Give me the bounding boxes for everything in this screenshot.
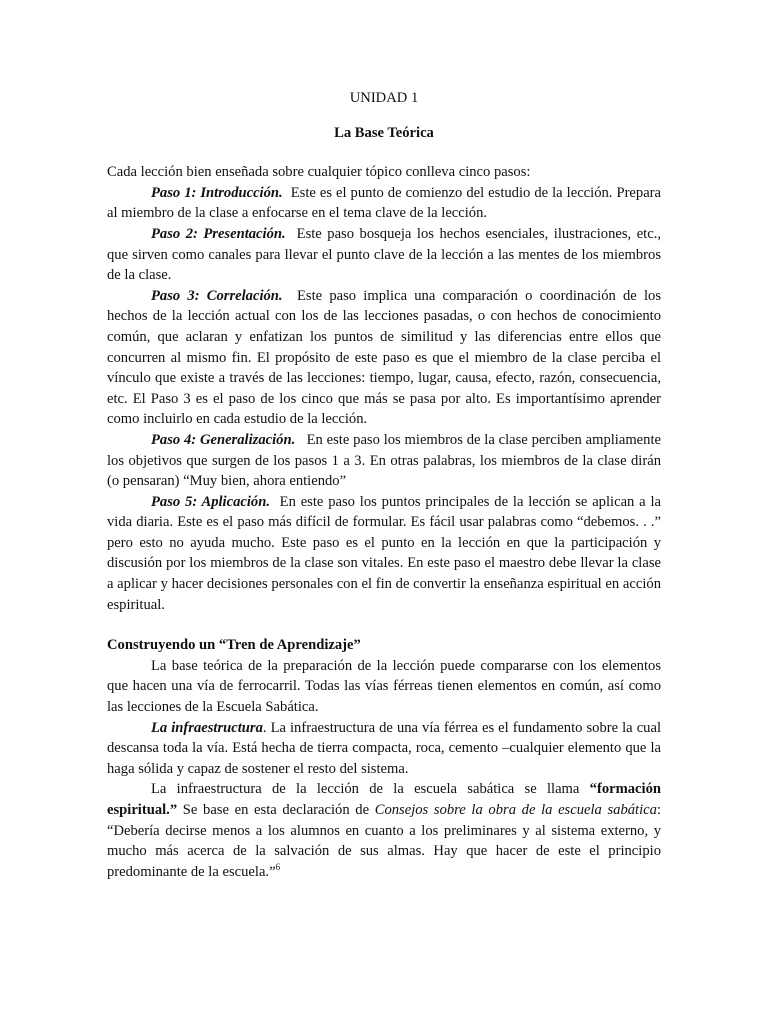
book-title: Consejos sobre la obra de la escuela sabática xyxy=(374,802,657,818)
document-page xyxy=(107,88,661,882)
step-4-paragraph xyxy=(107,430,661,492)
step-4-label: Paso 4: Generalización. xyxy=(151,431,296,448)
step-1-paragraph xyxy=(107,183,661,224)
section-paragraph-1: La base teórica de la preparación de la lección puede compararse con los elementos que hacen una vía de ferrocarril. Todas las vías férreas tienen elementos en común, así como las lecciones de la Escuela Sabática. xyxy=(107,657,661,716)
section-heading: Construyendo un “Tren de Aprendizaje” xyxy=(107,637,361,654)
section-paragraph-3 xyxy=(107,779,661,882)
para3-text-a: La infraestructura de la lección de la escuela sabática se llama xyxy=(151,781,590,798)
step-5-text: En este paso los puntos principales de la lección se aplican a la vida diaria. Este es el paso más difícil de formular. Es fácil usar palabras como “debemos. . .” pero esto no ayuda mucho. Este paso es el punto en la lección en que la participación y discusión por los miembros de la clase son vitales. En este paso el maestro debe llevar la clase a aplicar y hacer decisiones personales con el fin de convertir la enseñanza espiritual en acción espiritual. xyxy=(107,493,662,613)
section-paragraph-2 xyxy=(107,718,661,780)
page-title: La Base Teórica xyxy=(334,124,434,141)
para3-text-c: : “Debería decirse menos a los alumnos en cuanto a los preliminares y al sistema externo, y mucho más acerca de la salvación de sus almas. Hay que hacer de este el principio predominante de la escuela.” xyxy=(107,802,661,880)
para3-text-b: Se base en esta declaración de xyxy=(177,802,375,818)
infrastructure-text: . La infraestructura de una vía férrea es el fundamento sobre la cual descansa toda la vía. Está hecha de tierra compacta, roca, cemento –cualquier elemento que la haga sólida y capaz de sostener el resto del sistema. xyxy=(107,719,661,777)
step-2-label: Paso 2: Presentación. xyxy=(151,225,286,242)
step-3-paragraph xyxy=(107,286,661,430)
step-1-text: Este es el punto de comienzo del estudio de la lección. Prepara al miembro de la clase a enfocarse en el tema clave de la lección. xyxy=(107,184,662,222)
step-2-text: Este paso bosqueja los hechos esenciales, ilustraciones, etc., que sirven como canales para llevar el punto clave de la lección a las mentes de los miembros de la clase. xyxy=(107,225,661,284)
unit-label: UNIDAD 1 xyxy=(349,90,419,106)
step-1-label: Paso 1: Introducción. xyxy=(151,184,283,201)
step-4-text: En este paso los miembros de la clase perciben ampliamente los objetivos que surgen de los pasos 1 a 3. En otras palabras, los miembros de la clase dirán (o pensaran) “Muy bien, ahora entiendo” xyxy=(107,431,661,490)
step-5-label: Paso 5: Aplicación. xyxy=(151,493,270,510)
intro-paragraph: Cada lección bien enseñada sobre cualquier tópico conlleva cinco pasos: xyxy=(107,164,531,181)
infrastructure-label: La infraestructura xyxy=(151,719,263,736)
spiritual-formation-term: “formación espiritual.” xyxy=(107,781,661,818)
step-3-text: Este paso implica una comparación o coordinación de los hechos de la lección actual con los de las lecciones pasadas, o con hechos de conocimiento común, que aclaran y enfatizan los puntos de similitud y las diferencias entre ellos que concurren al mismo fin. El propósito de este paso es que el miembro de la clase perciba el vínculo que existe a través de las lecciones: tiempo, lugar, causa, efecto, razón, consecuencia, etc. El Paso 3 es el paso de los cinco que más se pasa por alto. Es importantísimo aprender como incluirlo en cada estudio de la lección. xyxy=(107,287,662,428)
step-5-paragraph xyxy=(107,492,661,616)
footnote-marker[interactable]: 6 xyxy=(275,861,281,872)
step-2-paragraph xyxy=(107,224,661,286)
step-3-label: Paso 3: Correlación. xyxy=(151,287,283,304)
